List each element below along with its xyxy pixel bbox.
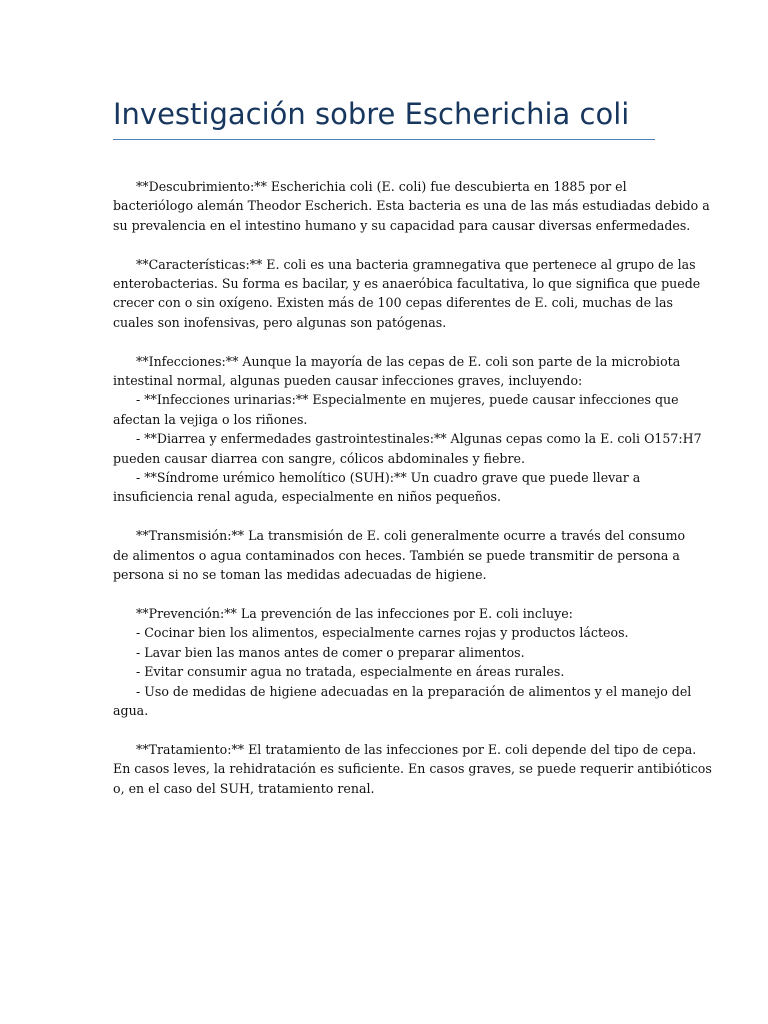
text-line: [113, 216, 691, 235]
line-text: **Infecciones:** Aunque la mayoría de las cepas de E. coli son parte de la microbiota: [136, 353, 681, 369]
text-line: [113, 682, 692, 701]
line-text: **Características:** E. coli es una bacteria gramnegativa que pertenece al grupo de las: [136, 256, 696, 272]
text-line: [113, 779, 658, 798]
line-text: - Evitar consumir agua no tratada, especialmente en áreas rurales.: [136, 664, 565, 680]
paragraph-prevencion: [113, 604, 692, 720]
line-text: agua.: [113, 702, 149, 718]
line-text: - **Síndrome urémico hemolítico (SUH):** Un cuadro grave que puede llevar a: [136, 470, 641, 486]
text-line: [113, 487, 658, 506]
text-line: [113, 410, 658, 429]
line-text: crecer con o sin oxígeno. Existen más de 100 cepas diferentes de E. coli, muchas de las: [113, 295, 674, 311]
line-text: de alimentos o agua contaminados con heces. También se puede transmitir de persona a: [113, 547, 680, 563]
text-line: [113, 390, 679, 409]
line-text: intestinal normal, algunas pueden causar infecciones graves, incluyendo:: [113, 373, 583, 389]
text-line: [113, 740, 697, 759]
title-underline: [113, 139, 655, 140]
document-title: Investigación sobre Escherichia coli: [113, 97, 630, 131]
text-line: [113, 565, 658, 584]
paragraph-tratamiento: [113, 740, 712, 798]
paragraph-descubrimiento: [113, 177, 710, 235]
line-text: afectan la vejiga o los riñones.: [113, 411, 308, 427]
line-text: **Tratamiento:** El tratamiento de las infecciones por E. coli depende del tipo de cepa.: [136, 741, 697, 757]
text-line: [113, 623, 658, 642]
text-line: [113, 759, 712, 778]
text-line: [113, 274, 701, 293]
text-line: [113, 352, 681, 371]
line-text: - **Infecciones urinarias:** Especialmente en mujeres, puede causar infecciones que: [136, 392, 679, 408]
line-text: **Descubrimiento:** Escherichia coli (E. coli) fue descubierta en 1885 por el: [136, 179, 627, 194]
text-line: [113, 526, 686, 545]
line-text: En casos leves, la rehidratación es suficiente. En casos graves, se puede requerir antibióticos: [113, 761, 712, 777]
line-text: - Lavar bien las manos antes de comer o preparar alimentos.: [136, 644, 525, 660]
text-line: [113, 604, 658, 623]
text-line: [113, 546, 680, 565]
text-line: [113, 313, 658, 332]
line-text: - **Diarrea y enfermedades gastrointestinales:** Algunas cepas como la E. coli O157:H7: [136, 431, 702, 447]
text-line: [113, 643, 658, 662]
line-text: - Uso de medidas de higiene adecuadas en la preparación de alimentos y el manejo del: [136, 683, 692, 699]
text-line: [113, 701, 658, 720]
text-line: [113, 177, 658, 196]
paragraph-infecciones: [113, 352, 702, 507]
line-text: **Prevención:** La prevención de las infecciones por E. coli incluye:: [136, 605, 573, 621]
line-text: insuficiencia renal aguda, especialmente en niños pequeños.: [113, 489, 501, 505]
text-line: [113, 662, 658, 681]
line-text: bacteriólogo alemán Theodor Escherich. Esta bacteria es una de las más estudiadas debido a: [113, 198, 710, 214]
line-text: **Transmisión:** La transmisión de E. coli generalmente ocurre a través del consumo: [136, 528, 686, 544]
text-line: [113, 429, 702, 448]
text-line: [113, 255, 696, 274]
text-line: [113, 371, 658, 390]
line-text: persona si no se toman las medidas adecuadas de higiene.: [113, 567, 487, 583]
line-text: o, en el caso del SUH, tratamiento renal.: [113, 780, 375, 796]
text-line: [113, 293, 674, 312]
text-line: [113, 196, 710, 215]
line-text: su prevalencia en el intestino humano y su capacidad para causar diversas enfermedades.: [113, 217, 691, 233]
text-line: [113, 449, 658, 468]
document-body: [113, 177, 712, 817]
line-text: - Cocinar bien los alimentos, especialmente carnes rojas y productos lácteos.: [136, 625, 629, 641]
line-text: cuales son inofensivas, pero algunas son patógenas.: [113, 314, 447, 330]
text-line: [113, 468, 658, 487]
line-text: enterobacterias. Su forma es bacilar, y es anaeróbica facultativa, lo que significa que puede: [113, 276, 701, 292]
line-text: pueden causar diarrea con sangre, cólicos abdominales y fiebre.: [113, 450, 525, 466]
paragraph-caracteristicas: [113, 255, 701, 333]
paragraph-transmision: [113, 526, 686, 584]
